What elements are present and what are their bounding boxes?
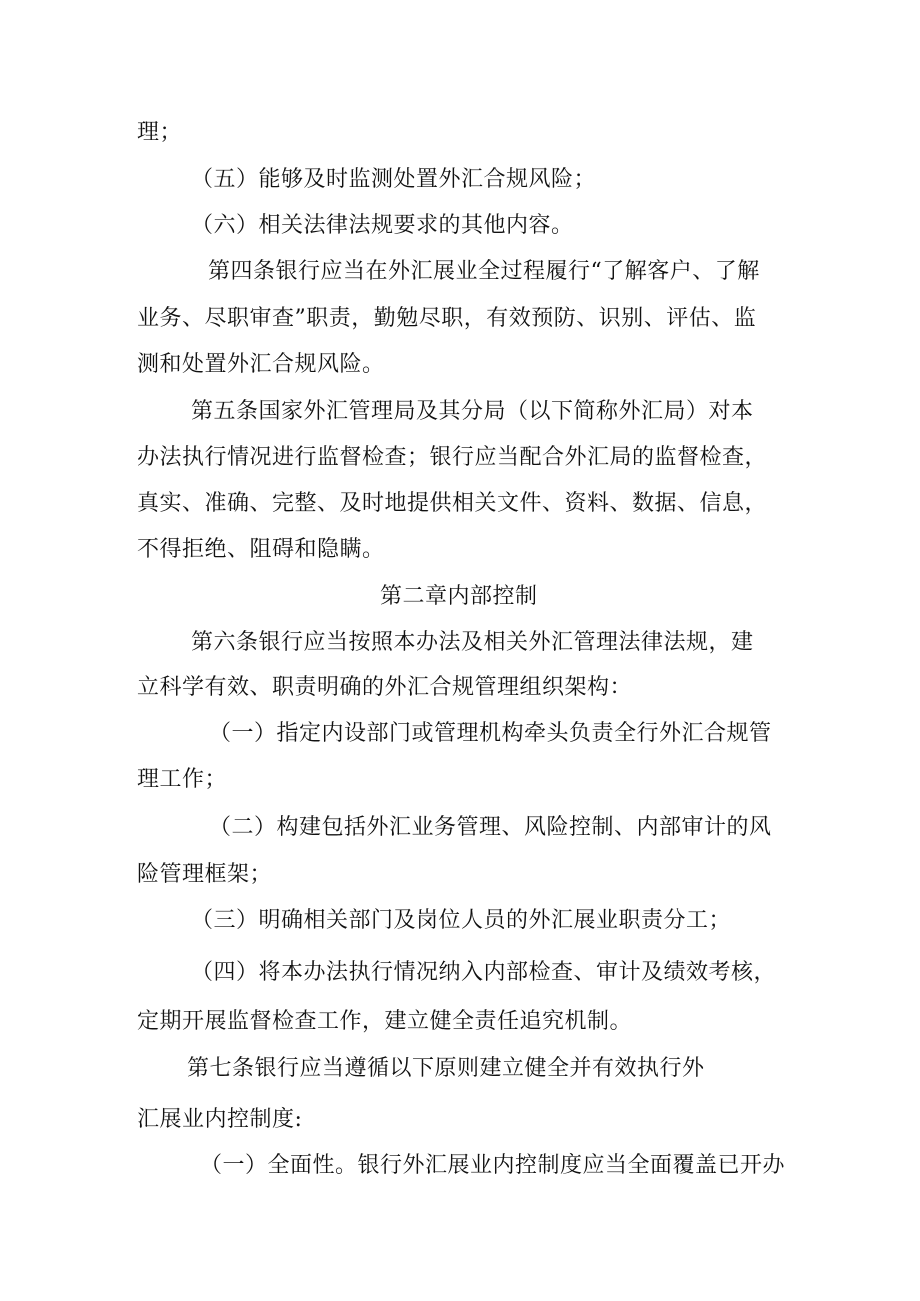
text-line: （五）能够及时监测处置外汇合规风险； <box>191 167 597 192</box>
text-line: 定期开展监督检查工作，建立健全责任追究机制。 <box>137 1009 633 1034</box>
text-line: 测和处置外汇合规风险。 <box>137 352 385 377</box>
text-line: （三）明确相关部门及岗位人员的外汇展业职责分工； <box>191 908 732 933</box>
text-line: 第五条国家外汇管理局及其分局（以下简称外汇局）对本 <box>191 399 754 424</box>
text-line: （一）指定内设部门或管理机构牵头负责全行外汇合规管 <box>209 721 772 746</box>
text-line: 理； <box>137 120 183 145</box>
text-line: 办法执行情况进行监督检查；银行应当配合外汇局的监督检查， <box>137 445 768 470</box>
text-line: （一）全面性。银行外汇展业内控制度应当全面覆盖已开办 <box>200 1153 786 1178</box>
text-line: 险管理框架； <box>137 862 273 887</box>
text-line: 汇展业内控制度: <box>137 1107 303 1132</box>
text-line: （四）将本办法执行情况纳入内部检查、审计及绩效考核， <box>191 960 777 985</box>
text-line: 业务、尽职审查”职责，勤勉尽职，有效预防、识别、评估、监 <box>137 306 757 331</box>
text-line: 真实、准确、完整、及时地提供相关文件、资料、数据、信息， <box>137 491 768 516</box>
text-line: 第六条银行应当按照本办法及相关外汇管理法律法规，建 <box>191 630 754 655</box>
text-line: （六）相关法律法规要求的其他内容。 <box>191 213 574 238</box>
chapter-heading: 第二章内部控制 <box>380 584 538 609</box>
text-line: （二）构建包括外汇业务管理、风险控制、内部审计的风 <box>209 815 772 840</box>
text-line: 立科学有效、职责明确的外汇合规管理组织架构： <box>137 675 633 700</box>
text-line: 不得拒绝、阻碍和隐瞒。 <box>137 537 385 562</box>
text-line: 理工作； <box>137 767 228 792</box>
text-line: 第四条银行应当在外汇展业全过程履行“了解客户、了解 <box>208 259 760 284</box>
text-line: 第七条银行应当遵循以下原则建立健全并有效执行外 <box>187 1056 705 1081</box>
